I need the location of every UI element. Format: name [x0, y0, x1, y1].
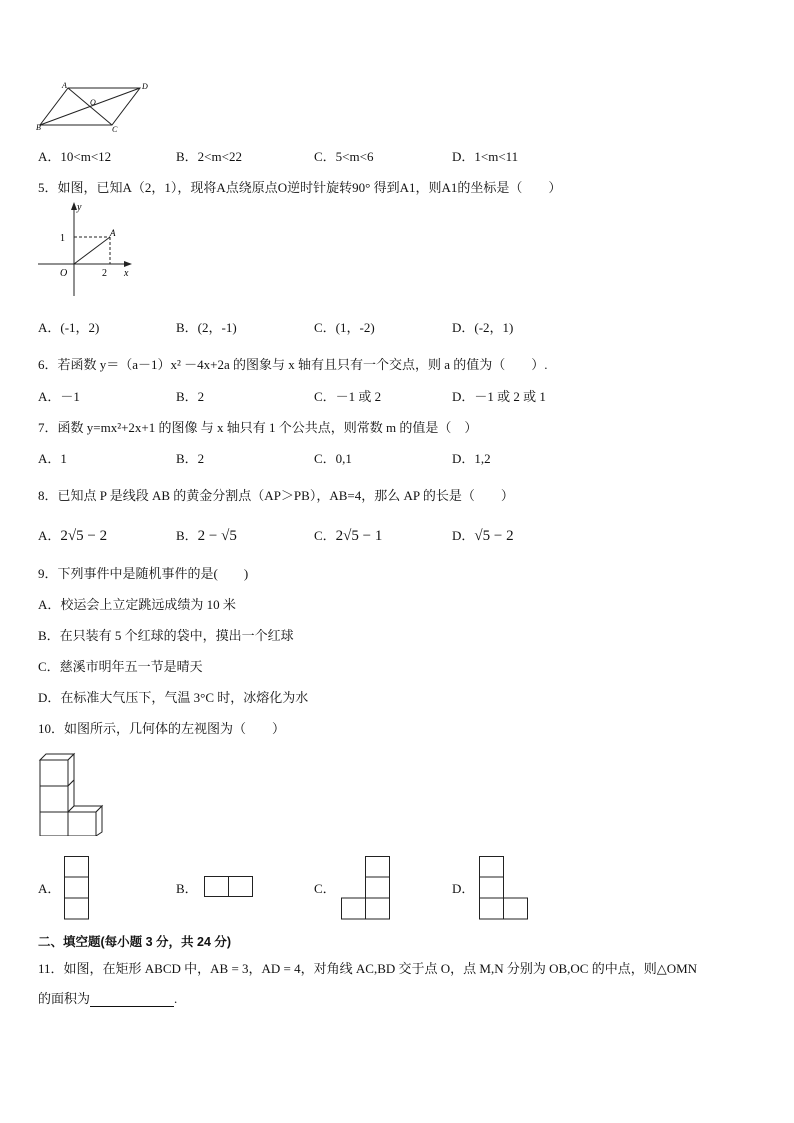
- q4-label-b: B: [36, 123, 41, 132]
- q10-option-a-view[interactable]: [64, 856, 90, 920]
- q7-option-b[interactable]: B．2: [176, 451, 205, 466]
- q4-option-b[interactable]: B．2<m<22: [176, 149, 242, 164]
- q5-label-x: x: [124, 268, 129, 279]
- q6-option-b[interactable]: B．2: [176, 389, 205, 404]
- q4-option-c[interactable]: C．5<m<6: [314, 149, 374, 164]
- q4-label-c: C: [112, 125, 118, 134]
- q5-coordinate-figure: [36, 200, 136, 300]
- q10-option-c-letter[interactable]: C．: [314, 881, 336, 896]
- q8-option-d-math: √5 − 2: [474, 528, 514, 544]
- q5-option-a[interactable]: A．(-1，2): [38, 320, 100, 335]
- q8-stem: 8．已知点 P 是线段 AB 的黄金分割点（AP＞PB），AB=4，那么 AP 的长是（ ）: [38, 488, 514, 503]
- q4-label-a: A: [62, 81, 67, 90]
- q5-option-b[interactable]: B．(2，-1): [176, 320, 237, 335]
- q8-option-d-letter: D．: [452, 528, 475, 543]
- q11-line2-text: 的面积为: [38, 991, 91, 1006]
- q5-option-d[interactable]: D．(-2，1): [452, 320, 514, 335]
- q8-option-a-letter: A．: [38, 528, 61, 543]
- q8-option-b-letter: B．: [176, 528, 198, 543]
- q7-option-a[interactable]: A．1: [38, 451, 67, 466]
- q6-stem: 6．若函数 y＝（a－1）x² －4x+2a 的图象与 x 轴有且只有一个交点，则 a 的值为（ ）.: [38, 357, 548, 372]
- q8-option-c-math: 2√5 − 1: [335, 528, 383, 544]
- q5-label-one: 1: [60, 233, 65, 244]
- q8-option-c[interactable]: [314, 525, 382, 545]
- q9-option-d[interactable]: D．在标准大气压下，气温 3°C 时，冰熔化为水: [38, 690, 309, 705]
- q8-option-a-math: 2√5 − 2: [60, 528, 108, 544]
- q4-label-o: O: [90, 98, 96, 107]
- q8-option-a[interactable]: [38, 525, 107, 545]
- q9-option-a[interactable]: A．校运会上立定跳远成绩为 10 米: [38, 597, 236, 612]
- q10-option-d-view[interactable]: [479, 856, 529, 920]
- q9-option-b[interactable]: B．在只装有 5 个红球的袋中，摸出一个红球: [38, 628, 294, 643]
- q8-option-b[interactable]: [176, 525, 237, 545]
- q6-option-d[interactable]: D．－1 或 2 或 1: [452, 389, 546, 404]
- q11-line2: [38, 988, 177, 1007]
- q5-stem: 5．如图，已知A（2，1），现将A点绕原点O逆时针旋转90° 得到A1，则A1的坐标是（ ）: [38, 180, 562, 195]
- q8-option-c-letter: C．: [314, 528, 336, 543]
- q7-option-c[interactable]: C．0,1: [314, 451, 352, 466]
- q11-line1: 11．如图，在矩形 ABCD 中，AB = 3，AD = 4，对角线 AC,BD 交于点 O，点 M,N 分别为 OB,OC 的中点，则△OMN: [38, 961, 698, 976]
- q10-solid-figure: [38, 750, 108, 836]
- q10-option-b-letter[interactable]: B．: [176, 881, 198, 896]
- q4-parallelogram-figure: [36, 80, 156, 135]
- q6-option-c[interactable]: C．－1 或 2: [314, 389, 382, 404]
- q10-option-a-letter[interactable]: A．: [38, 881, 61, 896]
- q5-label-a: A: [110, 228, 116, 238]
- q10-option-c-view[interactable]: [341, 856, 391, 920]
- q4-label-d: D: [142, 82, 148, 91]
- q6-option-a[interactable]: A．－1: [38, 389, 80, 404]
- q5-label-two: 2: [102, 268, 107, 279]
- q7-option-d[interactable]: D．1,2: [452, 451, 491, 466]
- q10-option-b-view[interactable]: [204, 876, 254, 898]
- q5-label-o: O: [60, 268, 68, 279]
- section-heading-fill-in: 二、填空题(每小题 3 分，共 24 分): [38, 935, 232, 949]
- q11-answer-blank[interactable]: [90, 993, 174, 1007]
- q5-label-y: y: [77, 202, 82, 213]
- q10-option-d-letter[interactable]: D．: [452, 881, 475, 896]
- q4-option-a[interactable]: A．10<m<12: [38, 149, 112, 164]
- q8-option-d[interactable]: [452, 525, 514, 545]
- q8-option-b-math: 2 − √5: [197, 528, 237, 544]
- q11-line2-end: .: [174, 991, 178, 1006]
- q7-stem: 7．函数 y=mx²+2x+1 的图像 与 x 轴只有 1 个公共点，则常数 m 的值是（ ）: [38, 420, 478, 435]
- q5-option-c[interactable]: C．(1，-2): [314, 320, 375, 335]
- q10-stem: 10．如图所示，几何体的左视图为（ ）: [38, 721, 286, 736]
- q9-stem: 9．下列事件中是随机事件的是( ): [38, 566, 249, 581]
- q4-option-d[interactable]: D．1<m<11: [452, 149, 519, 164]
- q9-option-c[interactable]: C．慈溪市明年五一节是晴天: [38, 659, 203, 674]
